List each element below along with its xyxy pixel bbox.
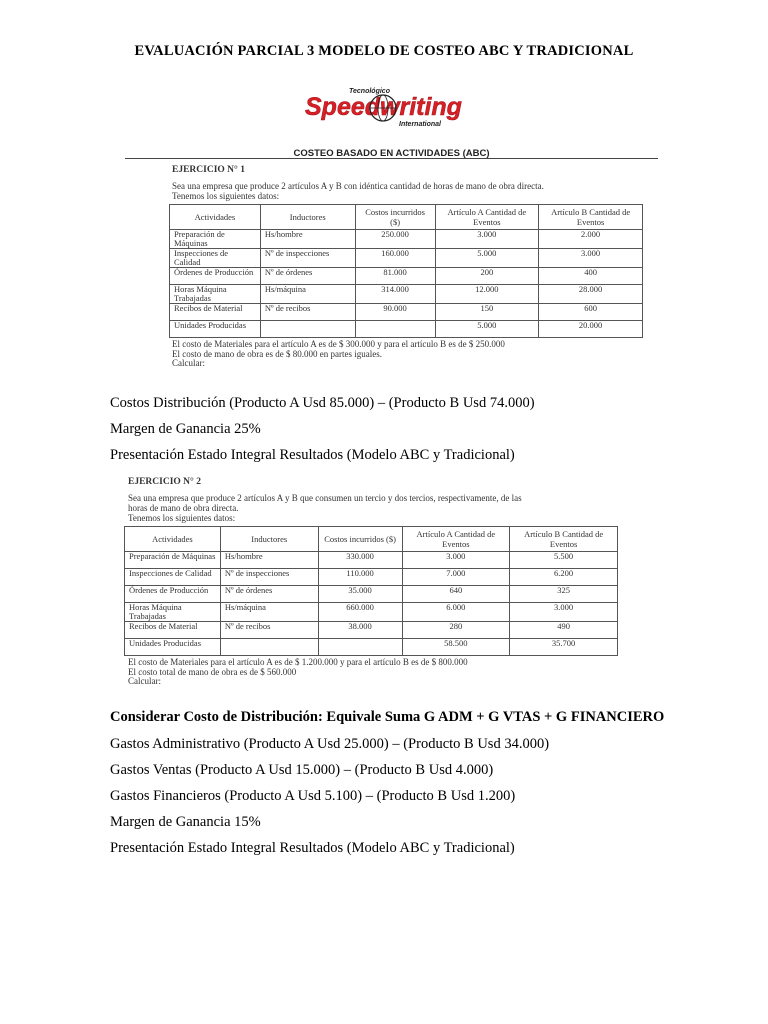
ejercicio-1-footer [172, 340, 652, 369]
document-title: EVALUACIÓN PARCIAL 3 MODELO DE COSTEO ABC Y TRADICIONAL [134, 43, 634, 59]
cell-driver: Hs/máquina [260, 285, 355, 304]
cell-a: 150 [435, 304, 539, 321]
costos-distribucion-line: Costos Distribución (Producto A Usd 85.000) – (Producto B Usd 74.000) [110, 395, 535, 411]
ejercicio-1-intro [172, 181, 652, 201]
cell-driver: Hs/hombre [260, 230, 355, 249]
col-header: Artículo B Cantidad de Eventos [510, 527, 618, 552]
cell-a: 200 [435, 268, 539, 285]
ejercicio-2-table [124, 526, 618, 656]
cell-a: 3.000 [435, 230, 539, 249]
cell-cost [318, 639, 402, 656]
cell-b: 5.500 [510, 552, 618, 569]
table-row [170, 230, 643, 249]
cell-a: 6.000 [402, 603, 510, 622]
table-row [125, 622, 618, 639]
margen-ganancia-line: Margen de Ganancia 15% [110, 814, 261, 830]
col-header: Artículo A Cantidad de Eventos [435, 205, 539, 230]
ejercicio-2-intro [128, 493, 622, 523]
cell-cost: 250.000 [355, 230, 435, 249]
table-row [170, 285, 643, 304]
intro-line: horas de mano de obra directa. [128, 503, 239, 513]
col-header: Actividades [170, 205, 261, 230]
cell-a: 3.000 [402, 552, 510, 569]
presentacion-line: Presentación Estado Integral Resultados (Modelo ABC y Tradicional) [110, 840, 515, 856]
cell-cost: 330.000 [318, 552, 402, 569]
cell-a: 640 [402, 586, 510, 603]
cell-cost: 81.000 [355, 268, 435, 285]
cell-driver: Nº de inspecciones [220, 569, 318, 586]
margen-ganancia-line: Margen de Ganancia 25% [110, 421, 261, 437]
cell-activity: Órdenes de Producción [125, 586, 221, 603]
cell-cost: 38.000 [318, 622, 402, 639]
cell-cost: 90.000 [355, 304, 435, 321]
svg-text:International: International [399, 121, 442, 128]
cell-activity: Horas Máquina Trabajadas [125, 603, 221, 622]
cell-a: 58.500 [402, 639, 510, 656]
col-header: Actividades [125, 527, 221, 552]
cell-cost: 314.000 [355, 285, 435, 304]
col-header: Artículo A Cantidad de Eventos [402, 527, 510, 552]
footer-line: El costo de mano de obra es de $ 80.000 en partes iguales. [172, 348, 382, 359]
cell-b: 3.000 [539, 249, 643, 268]
cell-b: 2.000 [539, 230, 643, 249]
cell-driver: Nº de recibos [220, 622, 318, 639]
cell-b: 3.000 [510, 603, 618, 622]
divider [125, 158, 658, 159]
cell-activity: Preparación de Máquinas [170, 230, 261, 249]
cell-driver: Hs/máquina [220, 603, 318, 622]
cell-cost: 160.000 [355, 249, 435, 268]
col-header: Costos incurridos ($) [355, 205, 435, 230]
cell-a: 5.000 [435, 249, 539, 268]
table-row [125, 569, 618, 586]
cell-b: 28.000 [539, 285, 643, 304]
considerar-line: Considerar Costo de Distribución: Equivale Suma G ADM + G VTAS + G FINANCIERO [110, 709, 665, 725]
cell-activity: Órdenes de Producción [170, 268, 261, 285]
intro-line: Tenemos los siguientes datos: [128, 513, 236, 523]
footer-line: El costo total de mano de obra es de $ 560.000 [128, 666, 297, 677]
footer-line: El costo de Materiales para el artículo A es de $ 300.000 y para el artículo B es de $ 250.000 [172, 339, 505, 349]
ejercicio-1 [172, 165, 652, 369]
ejercicio-1-heading: EJERCICIO N° 1 [172, 165, 245, 175]
table-row [125, 552, 618, 569]
cell-activity: Horas Máquina Trabajadas [170, 285, 261, 304]
col-header: Inductores [260, 205, 355, 230]
cell-activity: Recibos de Material [125, 622, 221, 639]
cell-activity: Inspecciones de Calidad [170, 249, 261, 268]
cell-a: 7.000 [402, 569, 510, 586]
cell-cost: 660.000 [318, 603, 402, 622]
cell-cost: 35.000 [318, 586, 402, 603]
cell-driver: Nº de inspecciones [260, 249, 355, 268]
cell-driver [220, 639, 318, 656]
cell-driver: Nº de órdenes [220, 586, 318, 603]
cell-cost [355, 321, 435, 338]
cell-a: 12.000 [435, 285, 539, 304]
cell-driver: Hs/hombre [220, 552, 318, 569]
table-header-row [170, 205, 643, 230]
cell-b: 490 [510, 622, 618, 639]
table-row [170, 321, 643, 338]
footer-line: Calcular: [172, 358, 205, 368]
cell-activity: Inspecciones de Calidad [125, 569, 221, 586]
cell-b: 6.200 [510, 569, 618, 586]
table-row [170, 304, 643, 321]
cell-activity: Preparación de Máquinas [125, 552, 221, 569]
footer-line: Calcular: [128, 676, 161, 686]
footer-line: El costo de Materiales para el artículo A es de $ 1.200.000 y para el artículo B es de $ 800.000 [128, 657, 468, 667]
gastos-financieros-line: Gastos Financieros (Producto A Usd 5.100) – (Producto B Usd 1.200) [110, 788, 516, 804]
table-row [170, 249, 643, 268]
table-row [125, 586, 618, 603]
table-row [170, 268, 643, 285]
cell-cost: 110.000 [318, 569, 402, 586]
cell-driver: Nº de recibos [260, 304, 355, 321]
table-row [125, 639, 618, 656]
svg-text:Tecnológico: Tecnológico [349, 88, 390, 95]
table-header-row [125, 527, 618, 552]
cell-b: 400 [539, 268, 643, 285]
ejercicio-2 [128, 477, 622, 687]
cell-activity: Unidades Producidas [125, 639, 221, 656]
ejercicio-2-footer [128, 658, 622, 687]
col-header: Costos incurridos ($) [318, 527, 402, 552]
section-heading: COSTEO BASADO EN ACTIVIDADES (ABC) [293, 148, 490, 159]
intro-line: Sea una empresa que produce 2 artículos A y B con idéntica cantidad de horas de mano de obra directa. [172, 181, 544, 191]
ejercicio-2-heading: EJERCICIO N° 2 [128, 477, 201, 487]
cell-b: 600 [539, 304, 643, 321]
cell-b: 20.000 [539, 321, 643, 338]
speedwriting-logo [297, 82, 469, 132]
cell-b: 325 [510, 586, 618, 603]
cell-b: 35.700 [510, 639, 618, 656]
table-row [125, 603, 618, 622]
cell-driver [260, 321, 355, 338]
cell-activity: Recibos de Material [170, 304, 261, 321]
svg-text:Speedwriting: Speedwriting [305, 93, 462, 121]
gastos-administrativo-line: Gastos Administrativo (Producto A Usd 25.000) – (Producto B Usd 34.000) [110, 736, 550, 752]
ejercicio-1-table [169, 204, 643, 338]
intro-line: Sea una empresa que produce 2 artículos A y B que consumen un tercio y dos tercios, respectivamente, de las [128, 493, 522, 503]
cell-a: 280 [402, 622, 510, 639]
cell-a: 5.000 [435, 321, 539, 338]
intro-line: Tenemos los siguientes datos: [172, 191, 280, 201]
col-header: Artículo B Cantidad de Eventos [539, 205, 643, 230]
presentacion-line: Presentación Estado Integral Resultados (Modelo ABC y Tradicional) [110, 447, 515, 463]
col-header: Inductores [220, 527, 318, 552]
cell-activity: Unidades Producidas [170, 321, 261, 338]
cell-driver: Nº de órdenes [260, 268, 355, 285]
gastos-ventas-line: Gastos Ventas (Producto A Usd 15.000) – (Producto B Usd 4.000) [110, 762, 494, 778]
